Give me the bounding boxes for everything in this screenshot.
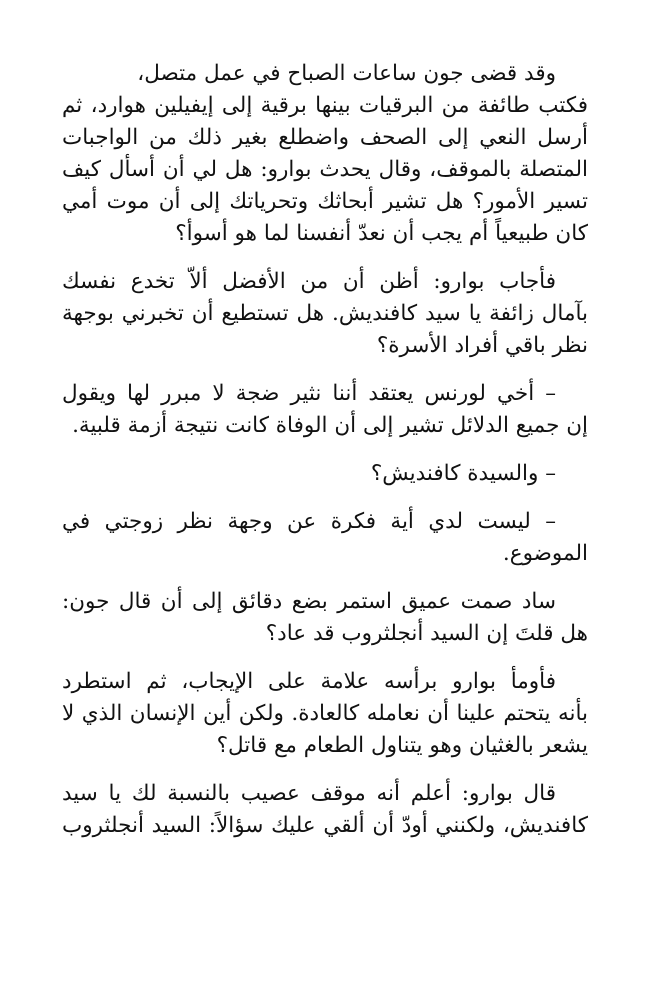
text-line: تسير الأمور؟ هل تشير أبحاثك وتحرياتك إلى أن موت أمي [62,189,588,214]
text-line: ساد صمت عميق استمر بضع دقائق إلى أن قال جون: [62,589,556,614]
text-line: فأجاب بوارو: أظن أن من الأفضل ألاّ تخدع نفسك [62,269,556,294]
text-line: أرسل النعي إلى الصحف واضطلع بغير ذلك من الواجبات [62,125,588,150]
text-line: – أخي لورنس يعتقد أننا نثير ضجة لا مبرر لها ويقول [62,381,556,406]
text-line: كافنديش، ولكنني أودّ أن ألقي عليك سؤالاً: السيد أنجلثروب [62,813,588,838]
dialogue-paragraph [62,506,588,570]
dialogue-paragraph [62,378,588,442]
text-line: بأنه يتحتم علينا أن نعامله كالعادة. ولكن أين الإنسان الذي لا [62,701,588,726]
text-line: بآمال زائفة يا سيد كافنديش. هل تستطيع أن تخبرني بوجهة [62,301,588,326]
book-page [62,58,588,858]
paragraph [62,266,588,362]
text-line: نظر باقي أفراد الأسرة؟ [376,333,588,358]
text-line: – ليست لدي أية فكرة عن وجهة نظر زوجتي في [62,509,556,534]
text-line: المتصلة بالموقف، وقال يحدث بوارو: هل لي أن أسأل كيف [62,157,588,182]
text-line: فأومأ بوارو برأسه علامة على الإيجاب، ثم استطرد [62,669,556,694]
text-line: وقد قضى جون ساعات الصباح في عمل متصل، [137,61,556,86]
paragraph [62,666,588,762]
text-line: الموضوع. [502,541,588,566]
text-line: يشعر بالغثيان وهو يتناول الطعام مع قاتل؟ [216,733,588,758]
text-line: قال بوارو: أعلم أنه موقف عصيب بالنسبة لك يا سيد [62,781,556,806]
text-line: فكتب طائفة من البرقيات بينها برقية إلى إيفيلين هوارد، ثم [62,93,588,118]
paragraph [62,778,588,842]
text-line: إن جميع الدلائل تشير إلى أن الوفاة كانت نتيجة أزمة قلبية. [72,413,588,438]
text-line: – والسيدة كافنديش؟ [370,461,556,486]
dialogue-paragraph [62,458,588,490]
text-line: هل قلتَ إن السيد أنجلثروب قد عاد؟ [265,621,588,646]
paragraph [62,586,588,650]
text-line: كان طبيعياً أم يجب أن نعدّ أنفسنا لما هو أسوأ؟ [175,221,588,246]
paragraph [62,58,588,250]
